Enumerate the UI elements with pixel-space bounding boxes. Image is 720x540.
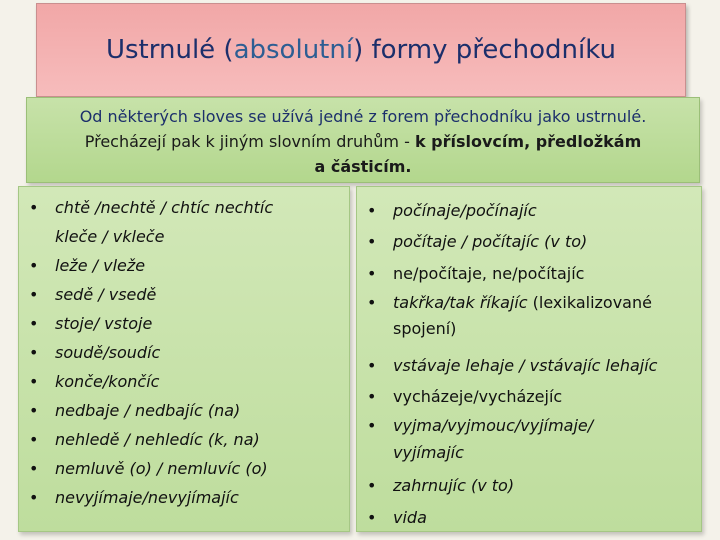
list-item bbox=[19, 367, 349, 396]
item-text: vycházeje/vycházejíc bbox=[393, 387, 563, 406]
item-text: soudě/soudíc bbox=[55, 343, 161, 362]
item-text: počítaje / počítajíc (v to) bbox=[393, 232, 588, 251]
item-continuation: kleče / vkleče bbox=[55, 227, 165, 246]
item-text: nemluvě (o) / nemluvíc (o) bbox=[55, 459, 268, 478]
item-text: chtě /nechtě / chtíc nechtíc bbox=[55, 198, 274, 217]
right-column bbox=[356, 186, 702, 532]
list-item bbox=[19, 338, 349, 367]
item-note: (lexikalizované bbox=[527, 293, 652, 312]
item-text: sedě / vsedě bbox=[55, 285, 157, 304]
intro-line-2-bold: k příslovcím, předložkám bbox=[414, 132, 642, 151]
title-box bbox=[36, 3, 686, 97]
list-item bbox=[357, 412, 701, 466]
item-text: vstávaje lehaje / vstávajíc lehajíc bbox=[393, 356, 658, 375]
item-continuation: spojení) bbox=[393, 319, 457, 338]
list-item bbox=[357, 258, 701, 290]
item-text: stoje/ vstoje bbox=[55, 314, 153, 333]
intro-line-2 bbox=[27, 129, 699, 154]
title-part-3: ) formy přechodníku bbox=[353, 35, 616, 65]
intro-line-2-plain: Přecházejí pak k jiným slovním druhům - bbox=[84, 132, 415, 151]
title-part-2: absolutní bbox=[233, 35, 354, 65]
item-text: nevyjímaje/nevyjímajíc bbox=[55, 488, 239, 507]
item-text: takřka/tak říkajíc bbox=[393, 293, 528, 312]
list-item bbox=[357, 350, 701, 381]
item-text: vida bbox=[393, 508, 427, 527]
list-item bbox=[19, 483, 349, 512]
item-text: vyjma/vyjmouc/vyjímaje/ bbox=[393, 416, 594, 435]
left-list bbox=[19, 187, 349, 512]
list-item bbox=[357, 195, 701, 226]
list-item bbox=[19, 425, 349, 454]
list-item bbox=[19, 280, 349, 309]
item-text: nedbaje / nedbajíc (na) bbox=[55, 401, 241, 420]
item-continuation: vyjímajíc bbox=[393, 443, 464, 462]
list-item bbox=[357, 470, 701, 502]
list-item bbox=[357, 381, 701, 412]
item-text: nehledě / nehledíc (k, na) bbox=[55, 430, 260, 449]
item-text: leže / vleže bbox=[55, 256, 146, 275]
intro-line-3-bold: a částicím. bbox=[314, 157, 412, 176]
left-column bbox=[18, 186, 350, 532]
list-item bbox=[19, 454, 349, 483]
list-item bbox=[19, 193, 349, 251]
right-list bbox=[357, 187, 701, 534]
list-item bbox=[19, 309, 349, 338]
intro-box bbox=[26, 97, 700, 183]
list-item bbox=[19, 396, 349, 425]
item-text: ne/počítaje, ne/počítajíc bbox=[393, 264, 585, 283]
item-text: zahrnujíc (v to) bbox=[393, 476, 515, 495]
item-text: konče/končíc bbox=[55, 372, 160, 391]
slide-title bbox=[106, 35, 616, 65]
intro-line-3 bbox=[27, 154, 699, 179]
list-item bbox=[357, 290, 701, 342]
item-text: počínaje/počínajíc bbox=[393, 201, 537, 220]
title-part-1: Ustrnulé ( bbox=[105, 35, 234, 65]
list-item bbox=[357, 226, 701, 258]
list-item bbox=[357, 502, 701, 534]
list-item bbox=[19, 251, 349, 280]
intro-line-1: Od některých sloves se užívá jedné z forem přechodníku jako ustrnulé. bbox=[79, 107, 647, 126]
